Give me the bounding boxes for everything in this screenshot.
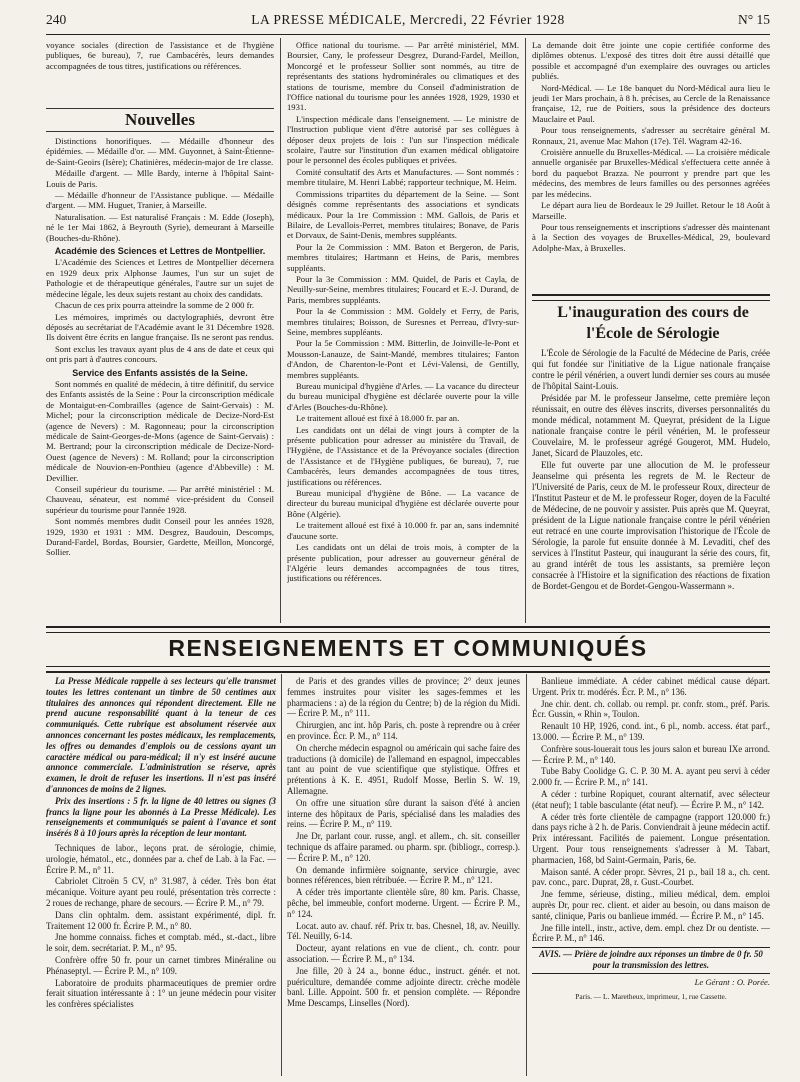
classified-ad: Confrère offre 50 fr. pour un carnet timbres Minéraline ou Phénaseptyl. — Écrire P. M., n° 109. (46, 954, 276, 976)
paragraph: Sont nommés membres dudit Conseil pour les années 1928, 1929, 1930 et 1931 : MM. Desgrez, Baudouin, Descomps, Durand-Fardel, Bordas, Boursier, Gardette, Meillon, Moncorgé, Sollier. (46, 516, 274, 558)
paragraph: Pour la 2e Commission : MM. Baton et Bergeron, de Paris, membres titulaires; Hartmann et Heins, de Paris, membres suppléants. (287, 241, 519, 273)
paragraph: Pour tous renseignements, s'adresser au secrétaire général M. Ronnaux, 21, avenue Mac Mahon (17e). Tél. Wagram 42-16. (532, 125, 770, 146)
classified-ad: Jne fille, 20 à 24 a., bonne éduc., instruct. génér. et not. puériculture, demandée comme adjointe directr. crèche modèle banl. Lille. Appoint. 500 fr. et pension complète. — Répondre Mme Descamps, Linselles (Nord). (287, 965, 520, 1009)
paragraph: Le traitement alloué est fixé à 10.000 fr. par an, sans indemnité d'aucune sorte. (287, 520, 519, 541)
paragraph: voyance sociales (direction de l'assistance et de l'hygiène publiques, 6e bureau), 7, rue Cambacérès, leurs demandes accompagnées de tous titres, justifications ou références. (46, 40, 274, 71)
classified-ad: Tube Baby Coolidge G. C. P. 30 M. A. ayant peu servi à céder 2.000 fr. — Écrire P. M., n° 141. (532, 766, 770, 788)
classified-ad: Confrère sous-louerait tous les jours salon et bureau IXe arrond. — Écrire P. M., n° 140. (532, 743, 770, 765)
prices: Prix des insertions : 5 fr. la ligne de 40 lettres ou signes (3 francs la ligne pour les abonnés à La Presse Médicale). Les renseignements et communiqués se paient à l'avance et sont insérés 8 à 10 jours après la réception de leur montant. (46, 795, 276, 839)
paragraph: Les mémoires, imprimés ou dactylographiés, devront être déposés au secrétariat de l'Académie avant le 31 Décembre 1928. Ils doivent être écrits en langue française. Ils ne seront pas rendus. (46, 311, 274, 343)
paragraph: Pour la 3e Commission : MM. Quidel, de Paris et Cayla, de Neuilly-sur-Seine, membres titulaires; Foucard et E.-J. Durand, de Paris, membres suppléants. (287, 273, 519, 305)
gerant-signature: Le Gérant : O. Porée. (694, 976, 770, 987)
article-rule (532, 294, 770, 301)
ads-column-3 (532, 676, 770, 1076)
avis-box (532, 947, 770, 974)
classified-ad: On offre une situation sûre durant la saison d'été à ancien interne des hôpitaux de Paris, spécialisé dans les maladies des reins. — Écrire P. M., n° 119. (287, 797, 520, 830)
paragraph: Pour la 4e Commission : MM. Goldely et Ferry, de Paris, membres titulaires; Boisson, de Suresnes et Perreau, d'Ivry-sur-Seine, membres suppléants. (287, 306, 519, 337)
paragraph: Conseil supérieur du tourisme. — Par arrêté ministériel : M. Chauveau, sénateur, est nommé vice-président du Conseil supérieur du tourisme pour l'année 1928. (46, 484, 274, 515)
paragraph: Bureau municipal d'hygiène de Bône. — La vacance de directeur du bureau municipal d'hygiène est déclarée ouverte pour Bône (Algérie). (287, 488, 519, 519)
classified-ad: Techniques de labor., leçons prat. de sérologie, chimie, urologie, hématol., etc., données par a. chef de Lab. à la Fac. — Écrire P. M., n° 11. (46, 842, 276, 875)
classified-ad: de Paris et des grandes villes de province; 2° deux jeunes femmes instruites pour visiter les sages-femmes et les pharmaciens : a) de la région du Centre; b) de la région du Midi. — Écrire P. M., n° 111. (287, 676, 520, 719)
paragraph: Comité consultatif des Arts et Manufactures. — Sont nommés : membre titulaire, M. Henri Labbé; rapporteur technique, M. Heim. (287, 166, 519, 188)
paragraph: L'École de Sérologie de la Faculté de Médecine de Paris, créée qui fut fondée sur l'initiative de la Ligue nationale française contre le péril vénérien, a ouvert lundi dernier ses cours au musée de l'hôpital Saint-Louis. (532, 348, 770, 391)
classified-ad: Docteur, ayant relations en vue de client., ch. contr. pour association. — Écrire P. M., n° 134. (287, 943, 520, 964)
column-divider (526, 674, 527, 1076)
paragraph: Naturalisation. — Est naturalisé Français : M. Edde (Joseph), né le 1er Mai 1862, à Beyrouth (Syrie), demeurant à Marseille (Bouches-du-Rhône). (46, 211, 274, 243)
notice: La Presse Médicale rappelle à ses lecteurs qu'elle transmet toutes les lettres contenant un timbre de 50 centimes aux titulaires des annonces qui répondent directement. Elle ne prend aucune responsabilité quant à la teneur de ces communiqués. Cette rubrique est absolument réservée aux annonces concernant les postes médicaux, les remplacements, les offres ou demandes d'emplois ou de cessions ayant un caractère médical ou para-médical; il n'y est inséré aucune annonce commerciale. L'administration se réserve, après examen, le droit de refuser les insertions. Il n'est pas inséré d'annonces de moins de 2 lignes. (46, 676, 276, 794)
classified-ad: A céder : turbine Ropiquet, courant alternatif, avec sélecteur (état neuf); 1 table basculante (état neuf). — Écrire P. M., n° 142. (532, 788, 770, 810)
column-1-intro (46, 40, 274, 106)
paragraph: Pour tous renseignements et inscriptions s'adresser dès maintenant à la Section des voyages de Bruxelles-Médical, 29, boulevard Adolphe-Max, à Bruxelles. (532, 221, 770, 253)
classified-ad: Jne chir. dent. ch. collab. ou rempl. pr. confr. stom., préf. Paris. Écr. Gussin, « Rhin », Toulon. (532, 698, 770, 720)
printer-line: Paris. — L. Maretheux, imprimeur, 1, rue Cassette. (575, 991, 727, 1001)
paragraph: Les candidats ont un délai de vingt jours à compter de la présente publication pour adresser au ministère du Travail, de l'Hygiène, de l'Assistance et de la Prévoyance sociales (direction de l'Assistance et de l'Hygiène publiques, 6e bureau), 7, rue Cambacérès, leurs demandes accompagnées de tous titres, justifications ou références. (287, 424, 519, 487)
paragraph: Nord-Médical. — Le 18e banquet du Nord-Médical aura lieu le jeudi 1er Mars prochain, à 8 h. précises, au Cercle de la Renaissance française, 12, rue de Poitiers, sous la présidence des docteurs Mauclaire et Paul. (532, 82, 770, 124)
ads-column-2 (287, 676, 520, 1076)
classified-ad: A céder très forte clientèle de campagne (rapport 120.000 fr.) dans pays riche à 2 h. de Paris. Conviendrait à jeune médecin actif. Prix intéressant. Facilités de paiement. Longue présentation. Urgent. Pour tous renseignements s'adresser à M. Tabart, pharmacien, 168, bd Saint-Germain, Paris, 6e. (532, 811, 770, 865)
column-2 (287, 40, 519, 623)
column-divider (281, 674, 282, 1076)
paragraph: Médaille d'argent. — Mlle Bardy, interne à l'hôpital Saint-Louis de Paris. (46, 168, 274, 189)
classified-ad: Laboratoire de produits pharmaceutiques de premier ordre ferait situation intéressante à : 1° un jeune médecin pour visiter les confrères spécialistes (46, 977, 276, 1010)
column-divider (525, 38, 526, 623)
classified-ad: Renault 10 HP, 1926, cond. int., 6 pl., nomb. access. état parf., 13.000. — Écrire P. M., n° 139. (532, 721, 770, 742)
page-number: 240 (46, 12, 67, 27)
paragraph: Sont nommés en qualité de médecin, à titre définitif, du service des Enfants assistés de la Seine : Pour la circonscription médicale de Montaigut-en-Combrailles (agence de Saint-Gervais) : M. Michel; pour la circonscription médicale de Decize-Nord-Est (agence de Nevers) : M. Ragonneau; pour la circonscription médicale de Saint-Georges-de-Mons (agence de Saint-Gervais) : M. Bertrand; pour la circonscription médicale de Decize-Nord-Ouest (agence de Nevers) : M. Rolland; pour la circonscription médicale de Nouvion-en-Ponthieu (agence d'Abbeville) : M. Devillier. (46, 378, 274, 483)
classified-ad: Maison santé. A céder propr. Sèvres, 21 p., bail 18 a., ch. cent. pav. conc., parc. Duprat, 28, r. Gust.-Courbet. (532, 866, 770, 888)
paragraph: La demande doit être jointe une copie certifiée conforme des diplômes obtenus. L'exposé des titres doit être aussi détaillé que possible et accompagné d'un exemplaire des ouvrages ou articles publiés. (532, 40, 770, 82)
classified-ad: On cherche médecin espagnol ou américain qui sache faire des traductions (à domicile) de l'allemand en espagnol, impeccables tant au point de vue scientifique que stylistique. Offres et prétentions à K. E. 4951, Rudolf Mosse, Berlin S. W. 19, Allemagne. (287, 742, 520, 796)
journal-title: LA PRESSE MÉDICALE, Mercredi, 22 Février 1928 (251, 12, 565, 27)
paragraph: Pour la 5e Commission : MM. Bitterlin, de Joinville-le-Pont et Mousson-Lanauze, de Saint-Mandé, membres titulaires; Fanton d'Andon, de Charenton-le-Pont et Lévi-Valensi, de Gentilly, membres suppléants. (287, 338, 519, 380)
paragraph: Sont exclus les travaux ayant plus de 4 ans de date et ceux qui ont pris part à d'autres concours. (46, 343, 274, 365)
paragraph: Les candidats ont un délai de trois mois, à compter de la présente publication, pour adresser au gouverneur général de l'Algérie leurs demandes accompagnées de tous titres, justifications ou références. (287, 542, 519, 584)
classified-ad: Jne homme connaiss. fiches et comptab. méd., st.-dact., libre le soir, dem. secrétariat. P. M., n° 95. (46, 932, 276, 954)
paragraph: Le départ aura lieu de Bordeaux le 29 Juillet. Retour le 18 Août à Marseille. (532, 200, 770, 221)
paragraph: Commissions tripartites du département de la Seine. — Sont désignés comme représentants des associations et syndicats médicaux. Pour la 1re Commission : MM. Gallois, de Paris et Bilaire, de Levallois-Perret, membres titulaires; Bonave, de Paris et Dorvaux, de Saint-Denis, membres suppléants. (287, 188, 519, 241)
paragraph: Présidée par M. le professeur Janselme, cette première leçon réunissait, en outre des élèves inscrits, diverses personnalités du monde médical, notamment M. Queyrat, président de la Ligue nationale française contre le péril vénérien, M. le professeur Couvelaire, M. le professeur agrégé Gougerot, MM. Hudelo, Janet, Sicard de Plauzoles, etc. (532, 393, 770, 458)
classified-ad: Jne femme, sérieuse, disting., milieu médical, dem. emploi auprès Dr, pour rec. client. et aider au besoin, ou dans maison de santé, clinique, Paris ou banlieue imméd. — Écrire P. M., n° 145. (532, 889, 770, 921)
classified-ad: Locat. auto av. chauf. réf. Prix tr. bas. Chesnel, 18, av. Neuilly. Tél. Neuilly, 6-14. (287, 920, 520, 942)
paragraph: Le traitement alloué est fixé à 18.000 fr. par an. (296, 413, 460, 424)
article-title: L'inauguration des cours de l'École de Sérologie (557, 304, 749, 342)
paragraph: — Médaille d'honneur de l'Assistance publique. — Médaille d'argent. — MM. Huguet, Tranier, à Marseille. (46, 190, 274, 211)
subheading: Académie des Sciences et Lettres de Montpellier. (54, 246, 266, 257)
classified-ad: On demande infirmière soignante, service chirurgie, avec bonnes références, bien rétribuée. — Écrire P. M., n° 121. (287, 864, 520, 886)
paragraph: L'inspection médicale dans l'enseignement. — Le ministre de l'Instruction publique vient d'être autorisé par ses collègues à déposer deux projets de lois : l'un sur l'inspection médicale scolaire, l'autre sur l'institution d'un examen médical obligatoire pour le personnel des écoles publiques et privées. (287, 113, 519, 166)
classified-ad: A céder très importante clientèle sûre, 80 km. Paris. Chasse, pêche, bel immeuble, confort moderne. Urgent. — Écrire P. M., n° 124. (287, 887, 520, 919)
classified-ad: Chirurgien, anc int. hôp Paris, ch. poste à reprendre ou à créer en province. Écr. P. M., n° 114. (287, 720, 520, 741)
paragraph: Bureau municipal d'hygiène d'Arles. — La vacance du directeur du bureau municipal d'hygiène est déclarée ouverte pour la ville d'Arles (Bouches-du-Rhône). (287, 381, 519, 412)
avis-notice: AVIS. — Prière de joindre aux réponses un timbre de 0 fr. 50 pour la transmission des lettres. (539, 949, 763, 970)
subheading: Service des Enfants assistés de la Seine. (72, 367, 248, 378)
section-rule (46, 666, 770, 673)
paragraph: Distinctions honorifiques. — Médaille d'honneur des épidémies. — Médaille d'or. — MM. Guyonnet, à Saint-Étienne-de-Saint-Geoirs (Isère); Chatinières, médecin-major de 1re classe. (46, 136, 274, 167)
page-header (46, 10, 770, 34)
column-3-top (532, 40, 770, 292)
paragraph: Croisière annuelle du Bruxelles-Médical. — La croisière médicale annuelle organisée par Bruxelles-Médical s'effectuera cette année à bord du paquebot Brazza. Ne pourront y prendre part que les médecins, des membres de leurs familles ou des personnes agréées par les médecins. (532, 147, 770, 199)
classified-ad: Dans clin ophtalm. dem. assistant expérimenté, dipl. fr. Traitement 12 000 fr. Écrire P. M., n° 80. (46, 909, 276, 931)
paragraph: L'Académie des Sciences et Lettres de Montpellier décernera en 1929 deux prix Alphonse Jaumes, l'un sur un sujet de Pathologie et de thérapeutique générales, l'autre sur un sujet de médecine légale, les deux sujets restant au choix des candidats. (46, 257, 274, 299)
header-rule (46, 34, 770, 35)
column-3-article (532, 348, 770, 623)
section-title-renseignements: RENSEIGNEMENTS ET COMMUNIQUÉS (168, 635, 648, 661)
classified-ad: Banlieue immédiate. A céder cabinet médical cause départ. Urgent. Prix tr. modérés. Écr. P. M., n° 136. (532, 676, 770, 697)
paragraph: Chacun de ces prix pourra atteindre la somme de 2 000 fr. (55, 300, 255, 311)
column-1 (46, 136, 274, 621)
classified-ad: Cabriolet Citroën 5 CV, n° 31.987, à céder. Très bon état mécanique. Voiture ayant peu roulé, présentation très correcte : 2 roues de rechange, phare de secours. — Écrire P. M., n° 79. (46, 876, 276, 908)
classified-ad: Jne fille intell., instr., active, dem. empl. chez Dr ou dentiste. — Écrire P. M., n° 146. (532, 922, 770, 944)
paragraph: Elle fut ouverte par une allocution de M. le professeur Jeanselme qui présenta les regrets de M. le Recteur de l'Université de Paris, ceux de M. le professeur Roux, directeur de l'Institut Pasteur et de M. le professeur Roger, doyen de la Faculté de Médecine, de ne pouvoir y assister. Puis après que M. Queyrat, président de la Ligue nationale française contre le péril vénérien eut retracé en une courte improvisation l'historique de l'École de Sérologie, la parole fut ensuite donnée à M. Levaditi, chef des services à l'Institut Pasteur, qui inaugurant la série des cours, fit, au grand intérêt de tous les assistants, sa première leçon consacrée à l'Histoire et la signification des réactions de fixation de Bordet-Gengou et de Bordet-Gengou-Wassermann ». (532, 460, 770, 591)
issue-number: N° 15 (737, 12, 770, 27)
section-title-nouvelles: Nouvelles (46, 108, 274, 132)
column-divider (280, 38, 281, 623)
classified-ad: Jne Dr, parlant cour. russe, angl. et allem., ch. sit. conseiller technique ds affaire paramed. ou pharm. spr. (bibliogr., corresp.). — Écrire P. M., n° 120. (287, 831, 520, 863)
paragraph: Office national du tourisme. — Par arrêté ministériel, MM. Boursier, Cany, le professeur Desgrez, Durand-Fardel, Meillon, Moncorgé et le professeur Sollier sont nommés, au titre de représentants des stations hydrominérales ou climatiques et des stations de tourisme, membre du Conseil d'administration de l'Office national du tourisme pour les années 1928, 1929, 1930 et 1931. (287, 40, 519, 113)
ads-column-1 (46, 676, 276, 1076)
